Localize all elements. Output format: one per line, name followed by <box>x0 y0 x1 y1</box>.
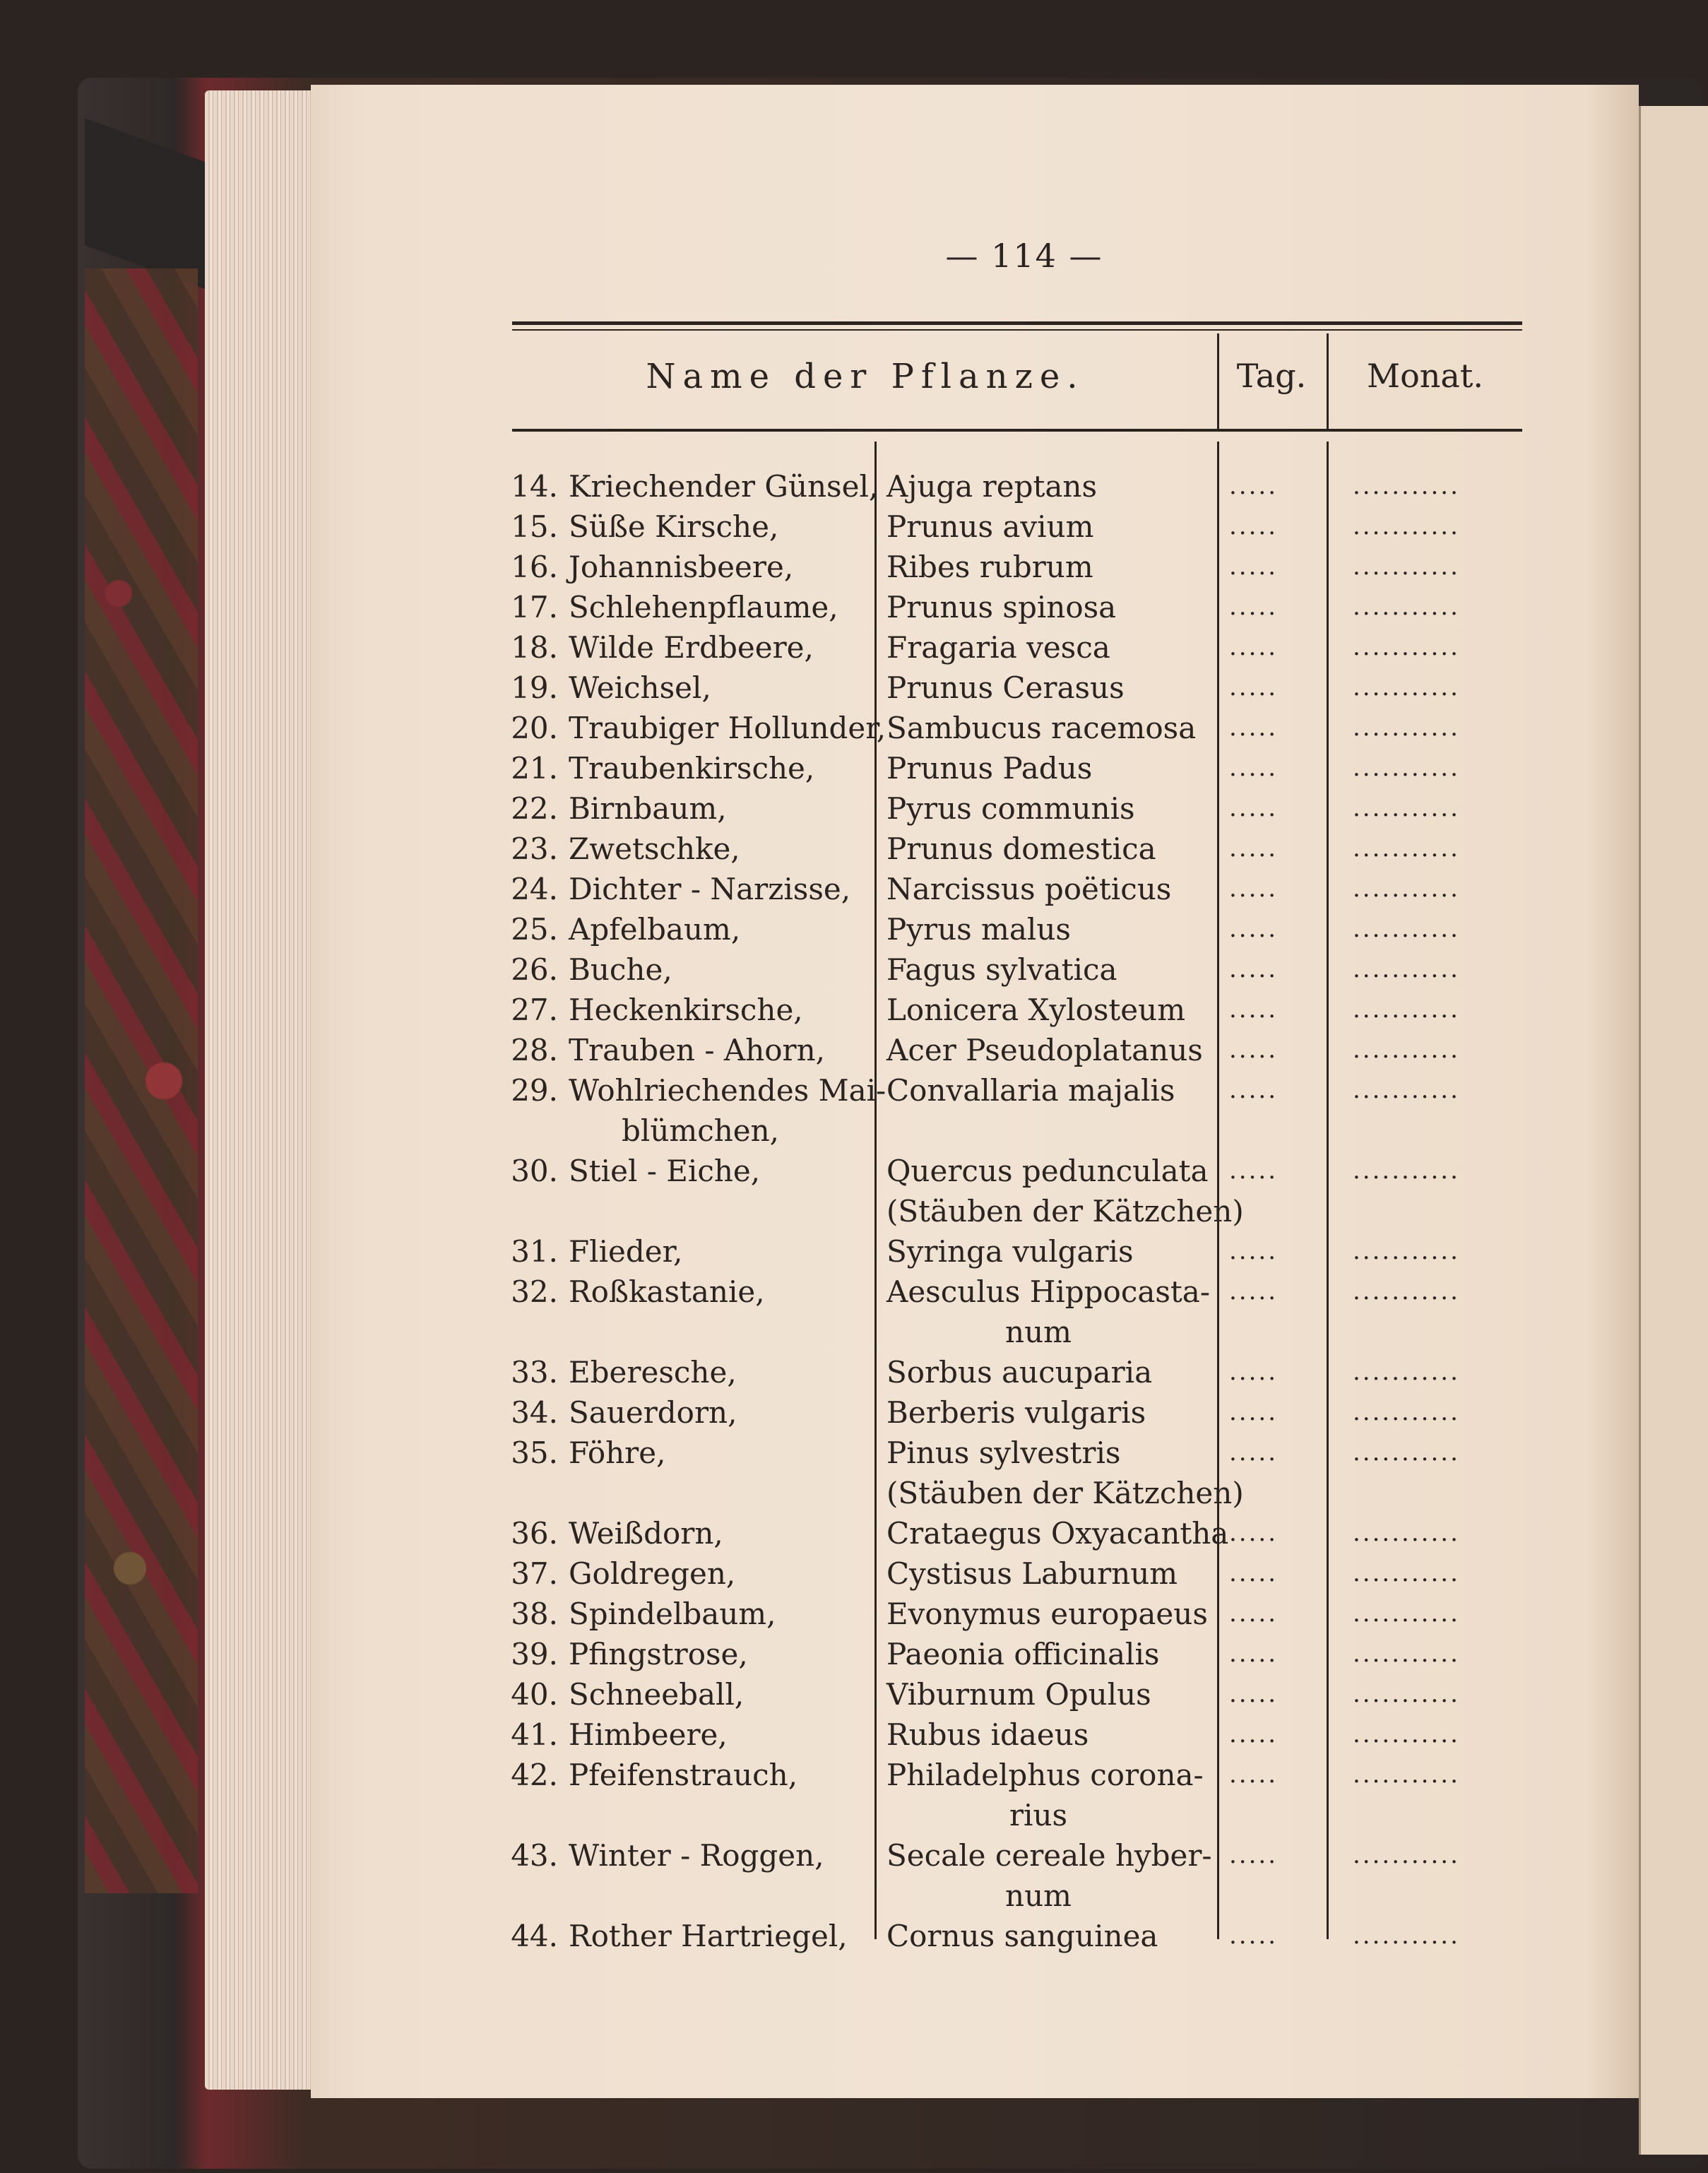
german-name: Goldregen, <box>569 1556 736 1591</box>
german-name: Süße Kirsche, <box>569 509 779 544</box>
latin-name: Syringa vulgaris <box>886 1234 1134 1269</box>
latin-name: Quercus pedunculata <box>886 1154 1209 1188</box>
row-number: 35. <box>511 1435 558 1470</box>
day-blank: ..... <box>1229 794 1279 822</box>
german-name: Winter - Roggen, <box>569 1838 824 1873</box>
german-name: Wohlriechendes Mai- <box>569 1073 886 1108</box>
table-row <box>0 587 1708 627</box>
table-row <box>0 668 1708 708</box>
table-row <box>0 708 1708 748</box>
day-blank: ..... <box>1229 875 1279 903</box>
day-blank: ..... <box>1229 512 1279 540</box>
table-row <box>0 1433 1708 1513</box>
month-blank: ........... <box>1353 1237 1460 1265</box>
german-name: Johannisbeere, <box>569 550 794 584</box>
table-row <box>0 1835 1708 1916</box>
month-blank: ........... <box>1353 995 1460 1024</box>
german-name: Sauerdorn, <box>569 1395 737 1430</box>
day-blank: ..... <box>1229 1036 1279 1064</box>
german-name: Pfeifenstrauch, <box>569 1758 798 1792</box>
latin-name-continued: num <box>1005 1315 1072 1349</box>
month-blank: ........... <box>1353 1438 1460 1467</box>
row-number: 28. <box>511 1033 558 1067</box>
latin-name: Rubus idaeus <box>886 1717 1089 1752</box>
table-row <box>0 1594 1708 1634</box>
day-blank: ..... <box>1229 1076 1279 1104</box>
latin-name-continued: (Stäuben der Kätzchen) <box>886 1194 1244 1228</box>
latin-name: Cornus sanguinea <box>886 1919 1158 1953</box>
day-blank: ..... <box>1229 472 1279 500</box>
german-name: Zwetschke, <box>569 831 740 866</box>
table-row <box>0 627 1708 668</box>
latin-name: Prunus spinosa <box>886 590 1117 624</box>
month-blank: ........... <box>1353 834 1460 863</box>
month-blank: ........... <box>1353 1358 1460 1386</box>
table-row <box>0 1513 1708 1553</box>
day-blank: ..... <box>1229 915 1279 943</box>
day-blank: ..... <box>1229 754 1279 782</box>
latin-name-continued: rius <box>1009 1798 1068 1832</box>
month-blank: ........... <box>1353 1036 1460 1064</box>
latin-name: Secale cereale hyber- <box>886 1838 1212 1873</box>
table-row <box>0 1634 1708 1674</box>
day-blank: ..... <box>1229 1760 1279 1789</box>
day-blank: ..... <box>1229 673 1279 701</box>
month-blank: ........... <box>1353 1841 1460 1869</box>
header-day: Tag. <box>1236 357 1307 395</box>
table-row <box>0 547 1708 587</box>
month-blank: ........... <box>1353 875 1460 903</box>
latin-name: Pyrus malus <box>886 912 1071 947</box>
row-number: 25. <box>511 912 558 947</box>
latin-name: Ajuga reptans <box>886 469 1098 504</box>
table-row <box>0 1272 1708 1352</box>
row-number: 41. <box>511 1717 558 1752</box>
latin-name: Paeonia officinalis <box>886 1637 1160 1671</box>
latin-name: Evonymus europaeus <box>886 1597 1208 1631</box>
header-rule <box>512 429 1522 432</box>
month-blank: ........... <box>1353 1640 1460 1668</box>
day-blank: ..... <box>1229 1277 1279 1305</box>
top-rule-thick <box>512 321 1522 325</box>
row-number: 34. <box>511 1395 558 1430</box>
table-row <box>0 1392 1708 1433</box>
row-number: 36. <box>511 1516 558 1551</box>
table-row <box>0 466 1708 507</box>
row-number: 30. <box>511 1154 558 1188</box>
german-name: Föhre, <box>569 1435 666 1470</box>
latin-name: Prunus Cerasus <box>886 670 1125 705</box>
row-number: 29. <box>511 1073 558 1108</box>
row-number: 26. <box>511 952 558 987</box>
row-number: 14. <box>511 469 558 504</box>
day-blank: ..... <box>1229 1922 1279 1950</box>
day-blank: ..... <box>1229 834 1279 863</box>
latin-name: Convallaria majalis <box>886 1073 1175 1108</box>
latin-name: Ribes rubrum <box>886 550 1093 584</box>
german-name: Traubenkirsche, <box>569 751 815 786</box>
row-number: 39. <box>511 1637 558 1671</box>
day-blank: ..... <box>1229 1559 1279 1587</box>
day-blank: ..... <box>1229 633 1279 661</box>
german-name: Weißdorn, <box>569 1516 723 1551</box>
month-blank: ........... <box>1353 1398 1460 1426</box>
table-row <box>0 1674 1708 1715</box>
day-blank: ..... <box>1229 593 1279 621</box>
row-number: 42. <box>511 1758 558 1792</box>
german-name: Dichter - Narzisse, <box>569 872 851 906</box>
table-row <box>0 990 1708 1030</box>
row-number: 24. <box>511 872 558 906</box>
month-blank: ........... <box>1353 1599 1460 1628</box>
latin-name: Aesculus Hippocasta- <box>886 1274 1211 1309</box>
row-number: 18. <box>511 630 558 665</box>
table-row <box>0 1151 1708 1231</box>
german-name: Buche, <box>569 952 672 987</box>
german-name: Flieder, <box>569 1234 683 1269</box>
german-name: Eberesche, <box>569 1355 737 1390</box>
day-blank: ..... <box>1229 1237 1279 1265</box>
latin-name: Acer Pseudoplatanus <box>886 1033 1203 1067</box>
day-blank: ..... <box>1229 1720 1279 1748</box>
row-number: 37. <box>511 1556 558 1591</box>
row-number: 32. <box>511 1274 558 1309</box>
latin-name: Sambucus racemosa <box>886 711 1197 745</box>
month-blank: ........... <box>1353 552 1460 581</box>
table-row <box>0 909 1708 949</box>
latin-name-continued: num <box>1005 1878 1072 1913</box>
latin-name: Pyrus communis <box>886 791 1135 826</box>
latin-name: Berberis vulgaris <box>886 1395 1146 1430</box>
table-row <box>0 1916 1708 1956</box>
row-number: 31. <box>511 1234 558 1269</box>
german-name: Weichsel, <box>569 670 711 705</box>
german-name: Heckenkirsche, <box>569 993 803 1027</box>
day-blank: ..... <box>1229 1519 1279 1547</box>
day-blank: ..... <box>1229 1680 1279 1708</box>
table-row <box>0 829 1708 869</box>
german-name: Kriechender Günsel, <box>569 469 879 504</box>
column-divider-day-left <box>1217 333 1219 429</box>
day-blank: ..... <box>1229 1841 1279 1869</box>
day-blank: ..... <box>1229 1640 1279 1668</box>
table-row <box>0 949 1708 990</box>
day-blank: ..... <box>1229 955 1279 983</box>
header-month: Monat. <box>1367 357 1483 395</box>
month-blank: ........... <box>1353 794 1460 822</box>
german-name: Pfingstrose, <box>569 1637 748 1671</box>
latin-name-continued: (Stäuben der Kätzchen) <box>886 1476 1244 1510</box>
month-blank: ........... <box>1353 1519 1460 1547</box>
month-blank: ........... <box>1353 1156 1460 1185</box>
german-name: Roßkastanie, <box>569 1274 765 1309</box>
month-blank: ........... <box>1353 1076 1460 1104</box>
latin-name: Crataegus Oxyacantha <box>886 1516 1229 1551</box>
latin-name: Prunus Padus <box>886 751 1093 786</box>
row-number: 33. <box>511 1355 558 1390</box>
table-row <box>0 1070 1708 1151</box>
german-name: Himbeere, <box>569 1717 728 1752</box>
latin-name: Cystisus Laburnum <box>886 1556 1178 1591</box>
row-number: 23. <box>511 831 558 866</box>
row-number: 22. <box>511 791 558 826</box>
month-blank: ........... <box>1353 1277 1460 1305</box>
month-blank: ........... <box>1353 633 1460 661</box>
german-name: Stiel - Eiche, <box>569 1154 761 1188</box>
german-name: Trauben - Ahorn, <box>569 1033 826 1067</box>
top-rule-thin <box>512 329 1522 331</box>
month-blank: ........... <box>1353 1720 1460 1748</box>
latin-name: Prunus domestica <box>886 831 1156 866</box>
month-blank: ........... <box>1353 1559 1460 1587</box>
page-number: — 114 — <box>945 237 1103 275</box>
table-row <box>0 507 1708 547</box>
month-blank: ........... <box>1353 1680 1460 1708</box>
day-blank: ..... <box>1229 714 1279 742</box>
month-blank: ........... <box>1353 915 1460 943</box>
latin-name: Pinus sylvestris <box>886 1435 1121 1470</box>
month-blank: ........... <box>1353 673 1460 701</box>
header-plant-name: Name der Pflanze. <box>646 357 1085 396</box>
day-blank: ..... <box>1229 995 1279 1024</box>
month-blank: ........... <box>1353 1922 1460 1950</box>
column-divider-month-left <box>1327 333 1329 429</box>
latin-name: Fagus sylvatica <box>886 952 1117 987</box>
table-row <box>0 748 1708 788</box>
row-number: 27. <box>511 993 558 1027</box>
latin-name: Viburnum Opulus <box>886 1677 1151 1712</box>
month-blank: ........... <box>1353 1760 1460 1789</box>
table-row <box>0 788 1708 829</box>
german-name: Traubiger Hollunder, <box>569 711 886 745</box>
row-number: 44. <box>511 1919 558 1953</box>
day-blank: ..... <box>1229 552 1279 581</box>
latin-name: Philadelphus corona- <box>886 1758 1204 1792</box>
latin-name: Fragaria vesca <box>886 630 1110 665</box>
row-number: 15. <box>511 509 558 544</box>
table-row <box>0 1553 1708 1594</box>
month-blank: ........... <box>1353 955 1460 983</box>
table-row <box>0 1030 1708 1070</box>
day-blank: ..... <box>1229 1438 1279 1467</box>
german-name: Schneeball, <box>569 1677 745 1712</box>
german-name: Spindelbaum, <box>569 1597 776 1631</box>
german-name: Wilde Erdbeere, <box>569 630 814 665</box>
table-row <box>0 1231 1708 1272</box>
latin-name: Narcissus poëticus <box>886 872 1172 906</box>
table-row <box>0 1352 1708 1392</box>
row-number: 20. <box>511 711 558 745</box>
latin-name: Sorbus aucuparia <box>886 1355 1153 1390</box>
row-number: 21. <box>511 751 558 786</box>
month-blank: ........... <box>1353 472 1460 500</box>
german-name: Rother Hartriegel, <box>569 1919 848 1953</box>
row-number: 17. <box>511 590 558 624</box>
month-blank: ........... <box>1353 512 1460 540</box>
latin-name: Prunus avium <box>886 509 1094 544</box>
row-number: 43. <box>511 1838 558 1873</box>
row-number: 16. <box>511 550 558 584</box>
row-number: 38. <box>511 1597 558 1631</box>
day-blank: ..... <box>1229 1599 1279 1628</box>
row-number: 19. <box>511 670 558 705</box>
german-name: Apfelbaum, <box>569 912 741 947</box>
table-row <box>0 1755 1708 1835</box>
month-blank: ........... <box>1353 754 1460 782</box>
table-row <box>0 869 1708 909</box>
latin-name: Lonicera Xylosteum <box>886 993 1186 1027</box>
day-blank: ..... <box>1229 1398 1279 1426</box>
month-blank: ........... <box>1353 593 1460 621</box>
month-blank: ........... <box>1353 714 1460 742</box>
table-row <box>0 1715 1708 1755</box>
day-blank: ..... <box>1229 1156 1279 1185</box>
row-number: 40. <box>511 1677 558 1712</box>
day-blank: ..... <box>1229 1358 1279 1386</box>
german-name: Schlehenpflaume, <box>569 590 838 624</box>
german-name-continued: blümchen, <box>622 1113 780 1148</box>
german-name: Birnbaum, <box>569 791 727 826</box>
